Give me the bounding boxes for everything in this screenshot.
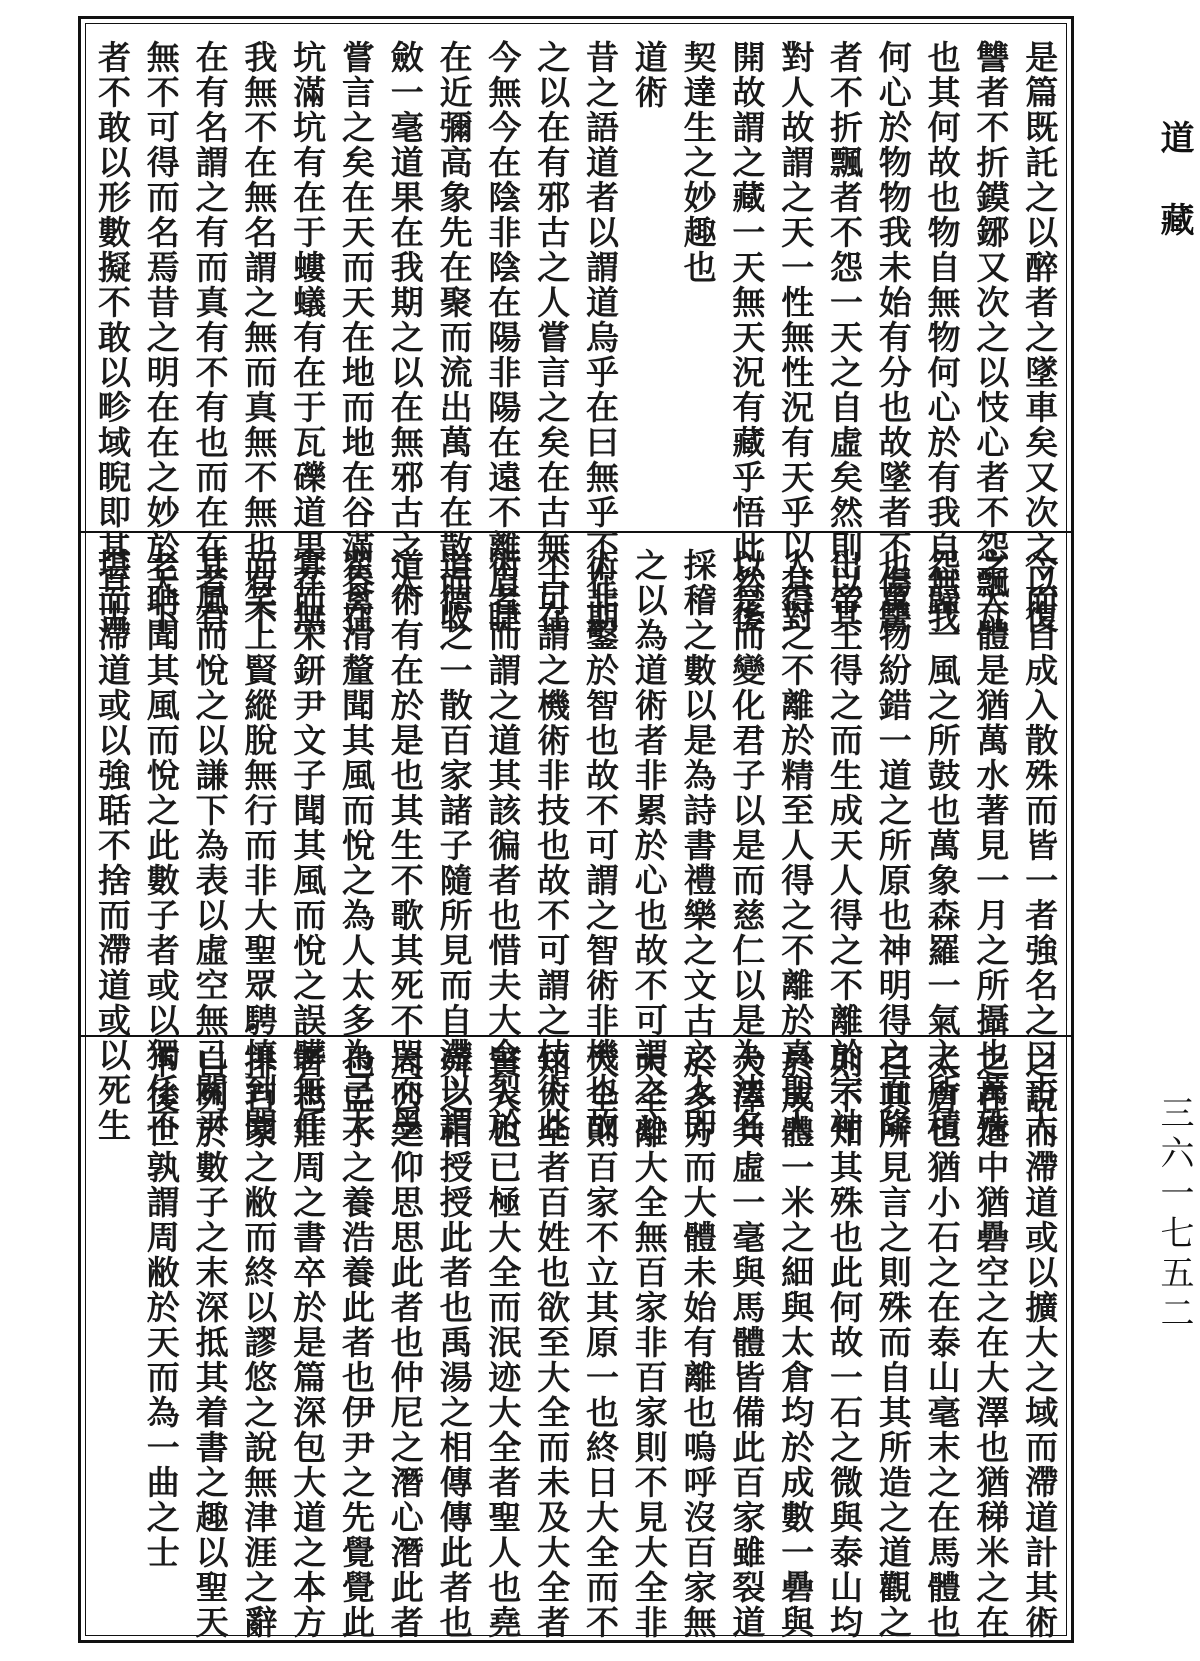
text-column: 大全則百家不立其原一也終日大全而不	[581, 1045, 620, 1640]
text-column: 在有名謂之有而真有不有也而在在者有	[190, 40, 230, 635]
text-panel-middle	[88, 548, 1064, 1143]
text-column: 我無不在無名謂之無而真無不無也有不	[239, 40, 279, 635]
text-column: 對人故謂之天一性無性況有天乎以其對	[776, 40, 816, 635]
page-number: 三六一七五二	[1154, 1095, 1194, 1335]
text-column: 翟禽滑釐聞其風而悅之為人太多為己太	[337, 548, 376, 1143]
text-column: 也其何故也物自無物何心於有我自無我	[922, 40, 962, 635]
text-column: 坑滿坑有在于螻蟻有在于瓦礫道果在無	[288, 40, 328, 635]
text-column: 出帝王得之而生成天人得之不離於宗神	[825, 548, 864, 1143]
text-column: 之大體是猶萬水著見一月之所攝也萬殊	[971, 548, 1011, 1143]
text-column: 知大全者百姓也欲至大全而未及大全者	[532, 1045, 572, 1640]
text-column: 術非鑿於智也故不可謂之智術非機也故	[581, 548, 620, 1143]
text-column: 排百家之敝而終以謬悠之說無津涯之辭	[239, 1045, 279, 1640]
text-column: 嘗言之矣在天而天在地而地在谷滿谷在	[337, 40, 376, 635]
text-column: 老聃聞其風而悅之此數子者或以獨任不	[141, 548, 181, 1143]
text-column: 而笑上賢縱脫無行而非大聖眾騁慎到聞	[239, 548, 279, 1143]
text-column: 於成體一米之細與太倉均於成數一礨與	[776, 1045, 816, 1640]
text-column: 契達生之妙趣也	[678, 40, 718, 285]
text-column: 斂一毫道果在我期之以在無邪古之人	[385, 40, 425, 600]
text-column: 怨歸一風之所鼓也萬象森羅一氣之所積	[922, 548, 962, 1143]
text-column: 以是而變化君子以是而慈仁以是為法名	[727, 548, 767, 1143]
text-column: 大全離大全無百家非百家則不見大全非	[629, 1045, 669, 1640]
text-column: 採稽之數以是為詩書禮樂之文古之人即	[678, 548, 718, 1143]
text-column: 者不敢以形數擬不敢以畛域睨即其亘古	[93, 40, 132, 635]
text-column: 道術有在於是也其生不歌其死不哭而墨	[385, 548, 425, 1143]
text-column: 目其所見言之則殊而自其所造之道觀之	[873, 1045, 913, 1640]
text-column: 堪而滯道或以強聒不捨而滯道或以死生	[93, 548, 132, 1143]
text-column: 也萬物紛錯一道之所原也神明得之而降	[873, 548, 913, 1143]
text-column: 在近彌高象先在聚而流出萬有在散而收	[434, 40, 474, 635]
text-column: 人得之不離於精至人得之不離於真聖人	[776, 548, 816, 1143]
text-column: 不可謂之機術非技也故不可謂之技術此	[532, 548, 572, 1143]
text-column: 道德之一散百家諸子隨所見而自滯以謂	[434, 548, 474, 1143]
text-column: 讐者不折鏌鋣又次之以忮心者不怨飄瓦	[971, 40, 1011, 635]
text-column: 今無今在陰非陰在陽非陽在遠不離眉睫	[483, 40, 523, 635]
text-column: 其風而悅之以謙下為表以虛空無己關尹	[190, 548, 230, 1143]
text-column: 於多方而大體未始有離也嗚呼沒百家無	[678, 1045, 718, 1640]
text-column: 之在道中猶礨空之在大澤也猶稊米之在	[971, 1045, 1011, 1640]
text-column: 太倉也猶小石之在泰山毫末之在馬體也	[922, 1045, 962, 1640]
text-column: 何心於物物我未始有分也故墜者不傷讐	[873, 40, 913, 635]
text-column: 寡而宋鈃尹文子聞其風而悅之誤髒無任	[288, 548, 328, 1143]
text-column: 之以在有邪古之人嘗言之矣在古無古在	[532, 40, 572, 635]
text-column: 大澤共虛一毫與馬體皆備此百家雖裂道	[727, 1045, 767, 1640]
text-column: 周公之仰思思此者也仲尼之潛心潛此者	[385, 1045, 425, 1640]
text-column: 賢人也已極大全而泯迹大全者聖人也堯	[483, 1045, 523, 1640]
text-column: 也孟子之養浩養此者也伊尹之先覺覺此	[337, 1045, 376, 1640]
text-column: 者不折飄者不怨一天之自虛矣然則以其	[825, 40, 864, 635]
text-column: 今而自成入散殊而皆一者強名之曰古人	[1020, 548, 1060, 1143]
text-column: 昔之語道者以謂道烏乎在曰無乎不在期	[581, 40, 620, 635]
text-column: 之以為道術者非累於心也故不可謂之心	[629, 548, 669, 1143]
text-column: 自列於數子之末深抵其着書之趣以聖天	[190, 1045, 230, 1640]
text-column: 是篇既託之以醉者之墜車矣又次之以復	[1020, 40, 1060, 635]
text-column: 開故謂之藏一天無天況有藏乎悟此然後	[727, 40, 767, 635]
text-column: 之說而滯道或以擴大之域而滯道計其術	[1020, 1045, 1060, 1640]
text-panel-bottom	[88, 1045, 1064, 1640]
text-column: 術者而謂之道其該徧者也惜夫大全裂於	[483, 548, 523, 1143]
text-column: 舜之相授授此者也禹湯之相傳傳此者也	[434, 1045, 474, 1640]
text-column: 下後世孰謂周敝於天而為一曲之士	[141, 1045, 181, 1570]
text-column: 道術	[629, 40, 669, 110]
text-panel-top	[88, 40, 1064, 635]
text-column: 則不知其殊也此何故一石之微與泰山均	[825, 1045, 864, 1640]
book-title: 道藏	[1154, 120, 1194, 284]
text-column: 無不可得而名焉昔之明在在之妙於天下	[141, 40, 181, 635]
text-column: 者也莊周之書卒於是篇深包大道之本方	[288, 1045, 328, 1640]
